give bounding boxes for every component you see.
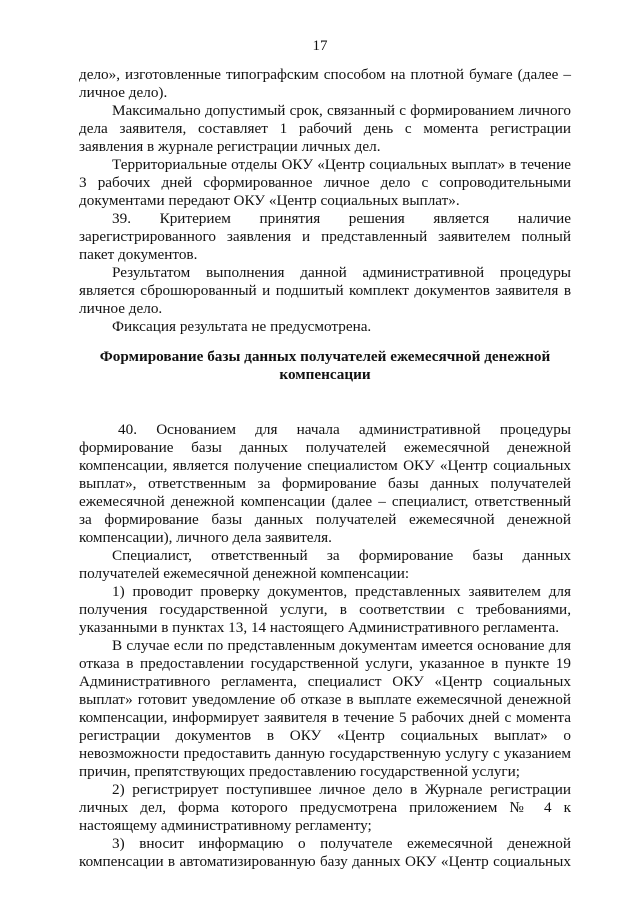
text-line: регистрации документов в ОКУ «Центр социальных выплат» о <box>79 727 571 744</box>
text-line: заявления в журнале регистрации личных дел. <box>79 138 381 155</box>
text-line: 3 рабочих дней сформированное личное дело с сопроводительными <box>79 174 571 191</box>
text-line: компенсации, является получение специалистом ОКУ «Центр социальных <box>79 457 571 474</box>
text-line: зарегистрированного заявления и представленный заявителем полный <box>79 228 571 245</box>
text-line: отказа в предоставлении государственной услуги, указанное в пункте 19 <box>79 655 571 672</box>
text-line: 39. Критерием принятия решения является наличие <box>112 210 571 227</box>
text-line: выплат» готовит уведомление об отказе в выплате ежемесячной денежной <box>79 691 571 708</box>
text-line: Специалист, ответственный за формирование базы данных <box>112 547 571 564</box>
text-line: невозможности предоставить данную государственную услугу с указанием <box>79 745 571 762</box>
text-line: дело», изготовленные типографским способом на плотной бумаге (далее – <box>79 66 571 83</box>
text-line: личное дело). <box>79 84 168 101</box>
text-line: Результатом выполнения данной административной процедуры <box>112 264 571 281</box>
text-line: Максимально допустимый срок, связанный с формированием личного <box>112 102 571 119</box>
text-line: 2) регистрирует поступившее личное дело в Журнале регистрации <box>112 781 571 798</box>
text-line: документами передают ОКУ «Центр социальных выплат». <box>79 192 460 209</box>
text-line: компенсации), личного дела заявителя. <box>79 529 332 546</box>
text-line: компенсации в автоматизированную базу данных ОКУ «Центр социальных <box>79 853 571 870</box>
section-heading: Формирование базы данных получателей ежемесячной денежной <box>99 348 551 365</box>
section-heading: компенсации <box>279 366 371 383</box>
text-line: личных дел, форма которого предусмотрена приложением № 4 к <box>79 799 571 816</box>
text-line: пакет документов. <box>79 246 198 263</box>
text-line: личное дело. <box>79 300 163 317</box>
text-line: Административного регламента, специалист ОКУ «Центр социальных <box>79 673 571 690</box>
text-line: В случае если по представленным документам имеется основание для <box>112 637 571 654</box>
text-line: 1) проводит проверку документов, представленных заявителем для <box>112 583 571 600</box>
text-line: указанными в пунктах 13, 14 настоящего Административного регламента. <box>79 619 559 636</box>
text-line: настоящему административному регламенту; <box>79 817 372 834</box>
text-line: за формирование базы данных получателей ежемесячной денежной <box>79 511 571 528</box>
text-line: получения государственной услуги, в соответствии с требованиями, <box>79 601 571 618</box>
text-line: получателей ежемесячной денежной компенсации: <box>79 565 410 582</box>
text-line: 40. Основанием для начала административной процедуры <box>118 421 571 438</box>
text-line: ежемесячной денежной компенсации (далее – специалист, ответственный <box>79 493 571 510</box>
text-line: формирование базы данных получателей ежемесячной денежной <box>79 439 571 456</box>
text-line: дела заявителя, составляет 1 рабочий день с момента регистрации <box>79 120 571 137</box>
text-line: компенсации, информирует заявителя в течение 5 рабочих дней с момента <box>79 709 571 726</box>
text-line: причин, препятствующих предоставлению государственной услуги; <box>79 763 520 780</box>
page-number: 17 <box>312 38 328 54</box>
text-line: выплат», ответственным за формирование базы данных получателей <box>79 475 571 492</box>
text-line: Фиксация результата не предусмотрена. <box>112 318 372 335</box>
text-line: является сброшюрованный и подшитый комплект документов заявителя в <box>79 282 571 299</box>
text-line: 3) вносит информацию о получателе ежемесячной денежной <box>112 835 571 852</box>
text-line: Территориальные отделы ОКУ «Центр социальных выплат» в течение <box>112 156 571 173</box>
